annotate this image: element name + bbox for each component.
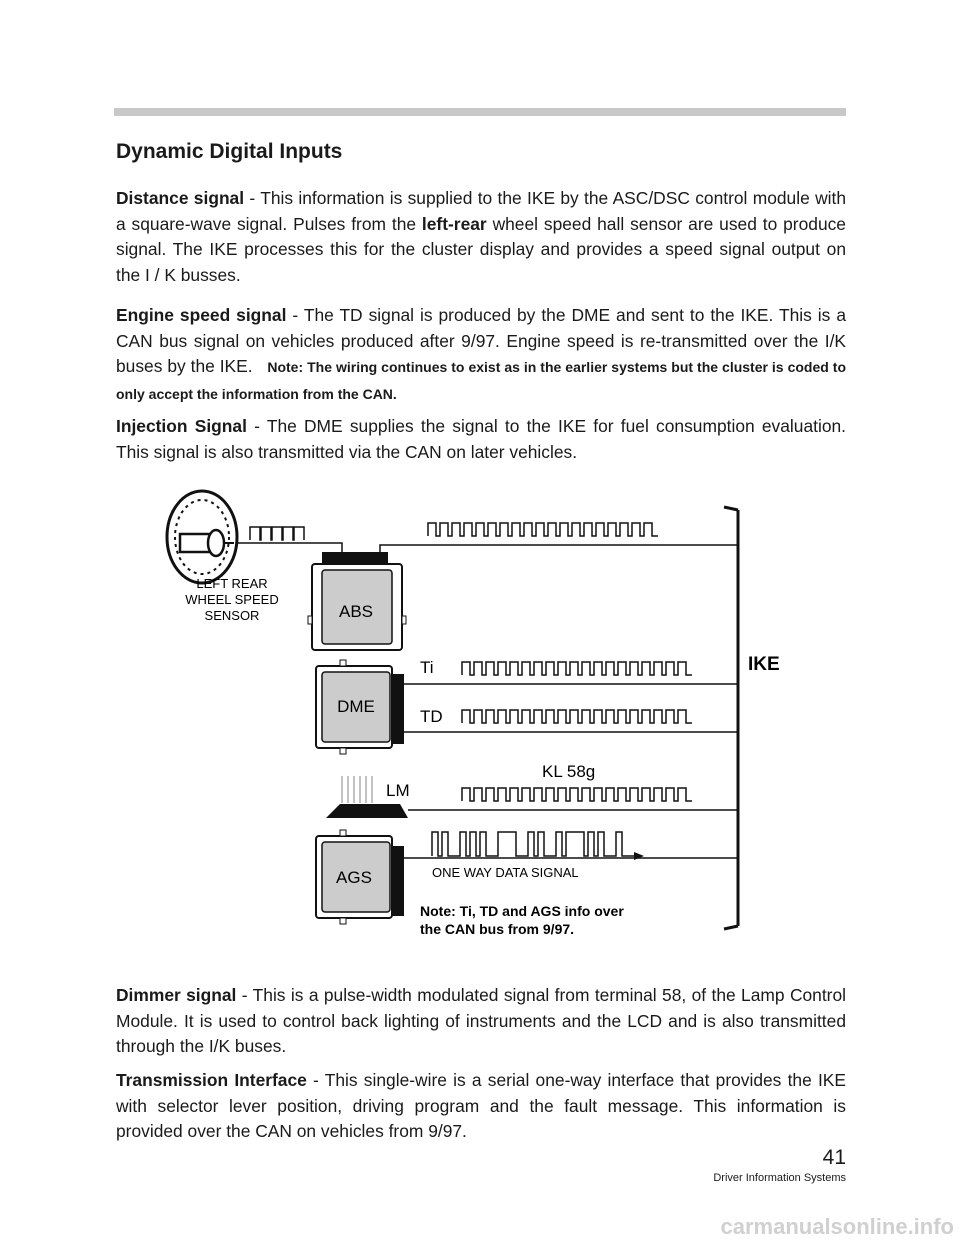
engine-speed-note: Note: The wiring continues to exist as in the earlier systems but the cluster is coded to only accept the information from the CAN.: [116, 359, 846, 402]
transmission-interface-text: - This single-wire is a serial one-way interface that provides the IKE with selector lever position, driving program and the fault message. This information is provided over the CAN on vehicles from 9/97.: [116, 1070, 847, 1141]
engine-speed-heading: Engine speed signal: [116, 305, 287, 325]
header-rule: [114, 108, 846, 116]
transmission-interface-heading: Transmission Interface: [116, 1070, 307, 1090]
abs-pulse-train: [428, 523, 658, 536]
lm-label: LM: [386, 781, 410, 800]
footer-section-title: Driver Information Systems: [713, 1172, 846, 1184]
left-rear-emphasis: left-rear: [421, 213, 487, 234]
engine-speed-paragraph: [116, 303, 846, 407]
abs-module-icon: [308, 552, 406, 650]
kl58g-pulse-train: [462, 788, 692, 801]
sensor-label-line-2: WHEEL SPEED: [185, 592, 279, 607]
wheel-speed-sensor-icon: [167, 491, 237, 583]
kl58g-label: KL 58g: [542, 762, 596, 781]
dimmer-signal-paragraph: [116, 983, 846, 1060]
diagram-note-line-2: the CAN bus from 9/97.: [420, 921, 575, 937]
injection-signal-heading: Injection Signal: [116, 416, 247, 436]
watermark: carmanualsonline.info: [720, 1214, 954, 1239]
ti-label: Ti: [420, 658, 434, 677]
td-pulse-train: [462, 710, 692, 723]
abs-output-wire: [380, 545, 738, 552]
engine-speed-text: - The TD signal is produced by the DME and sent to the IKE. This is a CAN bus signal on vehicles produced after 9/97. Engine speed is re-transmitted over the I/K buses by the IKE.: [116, 305, 846, 376]
signal-diagram: [0, 470, 960, 950]
sensor-label-line-1: LEFT REAR: [196, 576, 268, 591]
page-title: Dynamic Digital Inputs: [116, 140, 343, 163]
injection-signal-text: - The DME supplies the signal to the IKE for fuel consumption evaluation. This signal is also transmitted via the CAN on later vehicles.: [116, 416, 846, 462]
one-way-data-label: ONE WAY DATA SIGNAL: [432, 865, 579, 880]
abs-label: ABS: [338, 602, 374, 621]
transmission-interface-paragraph: [116, 1068, 846, 1145]
sensor-label-line-3: SENSOR: [204, 608, 260, 623]
distance-signal-heading: Distance signal: [116, 188, 245, 208]
ike-label: IKE: [748, 654, 780, 675]
dimmer-signal-heading: Dimmer signal: [116, 985, 237, 1005]
page-number: 41: [822, 1146, 846, 1169]
td-label: TD: [420, 707, 443, 726]
ags-arrow-icon: [634, 852, 644, 860]
distance-signal-text-1: - This information is supplied to the IKE by the ASC/DSC control module with a square-wave signal. Pulses from the: [116, 188, 847, 234]
ags-serial-data-train: [432, 832, 638, 856]
dimmer-signal-text: - This is a pulse-width modulated signal from terminal 58, of the Lamp Control Module. It is used to control back lighting of instruments and the LCD and is also transmitted through the I/K buses.: [116, 985, 847, 1056]
distance-signal-text-2: wheel speed hall sensor are used to produce signal. The IKE processes this for the cluster display and provides a speed signal output on the I / K busses.: [116, 213, 846, 285]
injection-signal-paragraph: [116, 414, 846, 465]
dme-label: DME: [337, 697, 375, 716]
distance-signal-paragraph: [116, 186, 846, 288]
ags-label: AGS: [336, 868, 372, 887]
ike-bus-bracket: [724, 507, 738, 929]
diagram-note-line-1: Note: Ti, TD and AGS info over: [420, 903, 624, 919]
ti-pulse-train: [462, 662, 692, 675]
sensor-pulse-train: [250, 527, 304, 540]
